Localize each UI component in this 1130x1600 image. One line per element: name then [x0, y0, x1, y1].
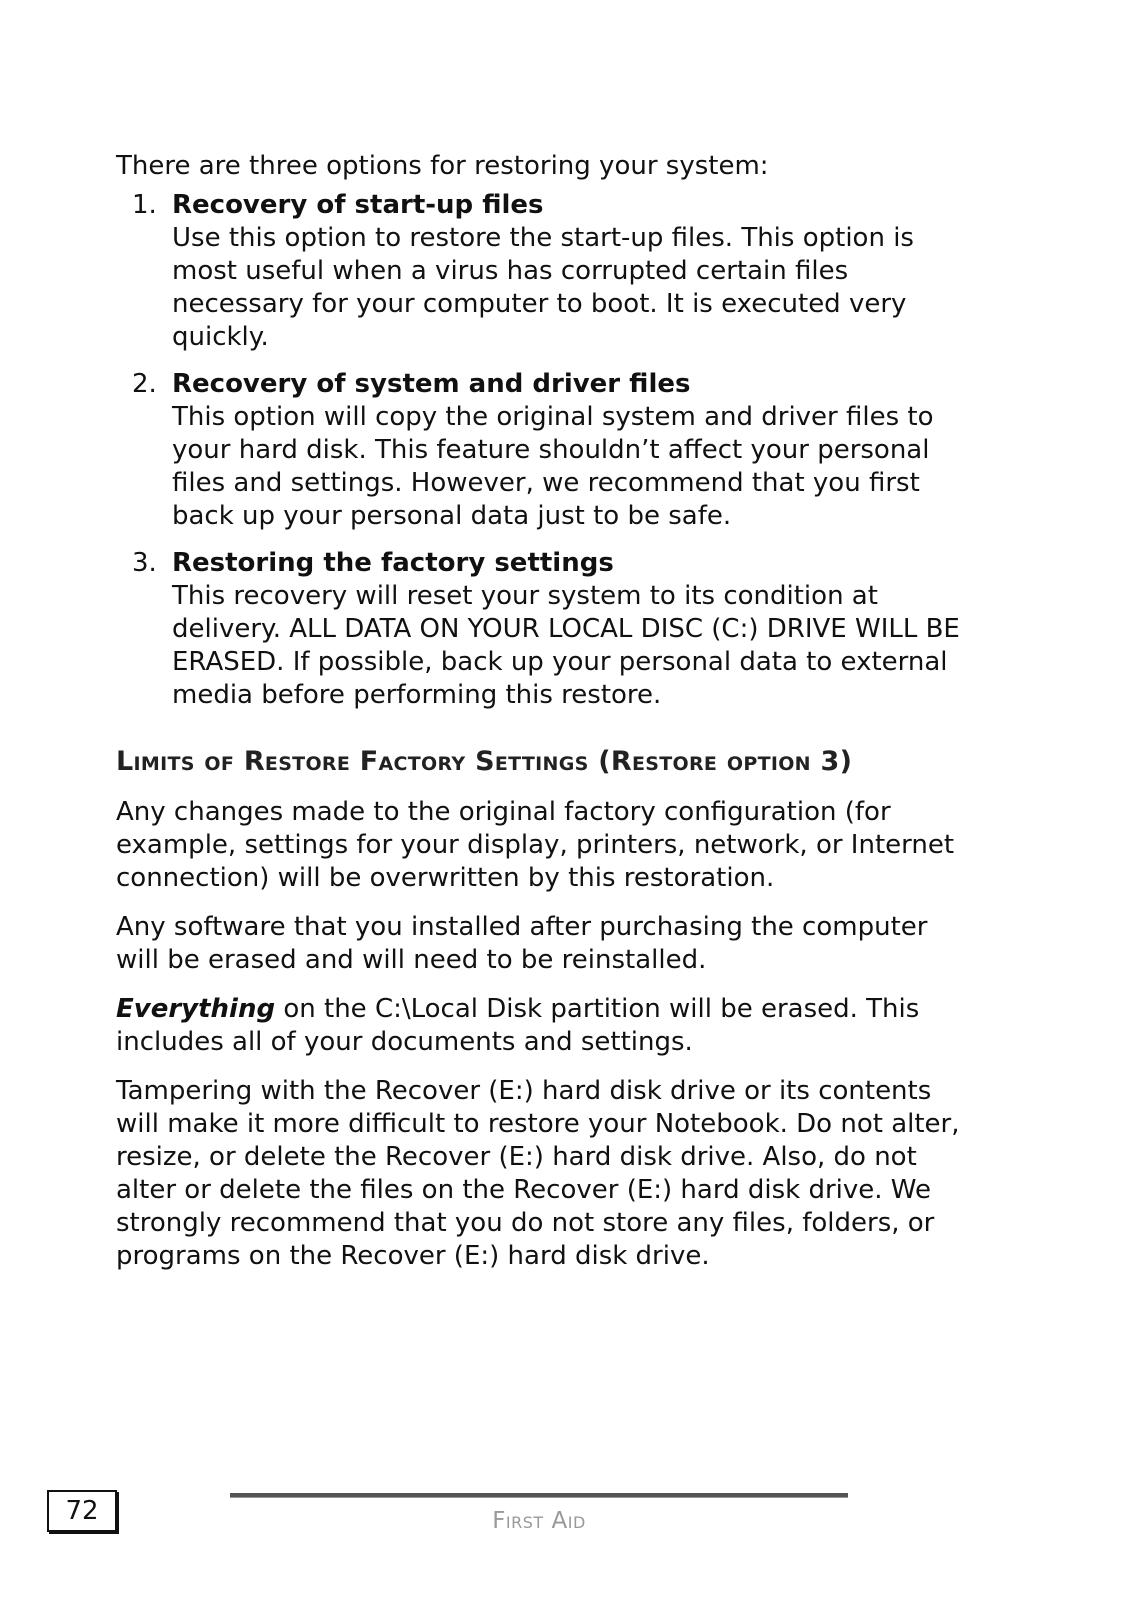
paragraph-text: on the C:\Local Disk partition will be erased. This includes all of your documents and settings. — [116, 994, 920, 1057]
option-text: Use this option to restore the start-up files. This option is most useful when a virus has corrupted certain files necessary for your computer to boot. It is executed very quickly. — [172, 223, 914, 352]
option-text: This recovery will reset your system to its condition at delivery. ALL DATA ON YOUR LOCAL DISC (C:) DRIVE WILL BE ERASED. If possible, back up your personal data to external media before performing this restore. — [172, 581, 960, 710]
footer-section-title: First Aid — [492, 1508, 586, 1534]
paragraph: Tampering with the Recover (E:) hard disk drive or its contents will make it more difficult to restore your Notebook. Do not alter, resize, or delete the Recover (E:) hard disk drive. Also, do not alter or delete the files on the Recover (E:) hard disk drive. We strongly recommend that you do not store any files, folders, or programs on the Recover (E:) hard disk drive. — [116, 1076, 960, 1271]
intro-text: There are three options for restoring your system: — [116, 151, 769, 181]
option-2 — [116, 368, 966, 533]
paragraph: Any changes made to the original factory configuration (for example, settings for your display, printers, network, or Internet connection) will be overwritten by this restoration. — [116, 797, 955, 893]
footer-rule — [230, 1493, 848, 1498]
emphasis-text: Everything — [116, 994, 276, 1024]
option-3 — [116, 547, 966, 712]
paragraph: Any software that you installed after purchasing the computer will be erased and will need to be reinstalled. — [116, 912, 928, 975]
option-number: 2. — [132, 369, 157, 399]
option-number: 1. — [132, 190, 157, 220]
option-1 — [116, 189, 966, 354]
option-text: This option will copy the original system and driver files to your hard disk. This feature shouldn’t affect your personal files and settings. However, we recommend that you first back up your personal data just to be safe. — [172, 402, 934, 531]
option-title: Recovery of system and driver files — [172, 369, 691, 399]
section-heading: Limits of Restore Factory Settings (Restore option 3) — [116, 746, 853, 777]
paragraph — [116, 993, 966, 1059]
page-content — [116, 150, 966, 1289]
option-number: 3. — [132, 548, 157, 578]
option-title: Recovery of start-up files — [172, 190, 544, 220]
page-number: 72 — [47, 1490, 117, 1532]
option-title: Restoring the factory settings — [172, 548, 614, 578]
